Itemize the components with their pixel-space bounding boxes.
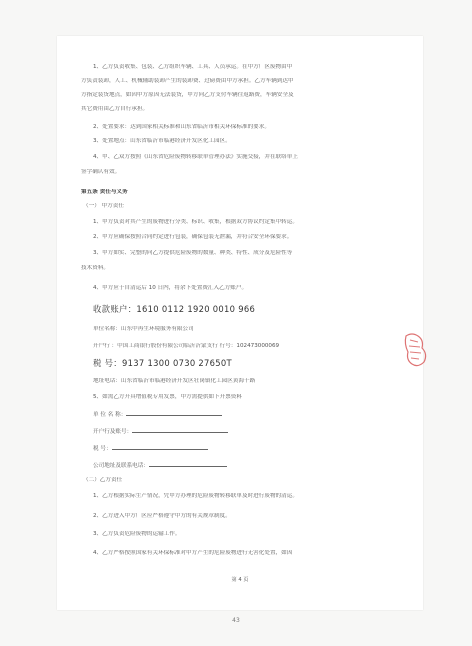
company-name: 单位名称：山东中再生环境服务有限公司: [93, 326, 194, 332]
subsection-heading: （二）乙方责任: [83, 477, 123, 483]
page-footer-number: 43: [232, 617, 240, 624]
text-line: 1、乙方根据实际生产情况，凭甲方办理的危险废物转移联单及时进行废物的清运。: [93, 493, 298, 499]
field-label: 开户行及账号：: [93, 429, 133, 435]
text-line: 2、处置要求：达到国家相关标准和山东省临沂市相关环保标准的要求。: [93, 124, 270, 130]
text-line: 5、如需乙方开具增值税专用发票，甲方需提供如下开票资料: [93, 394, 242, 400]
invoice-tax-field: [93, 444, 459, 451]
text-line: 其它费用由乙方自行承担。: [81, 106, 149, 112]
page-label: 第 4 页: [231, 577, 249, 583]
text-line: 3、甲方如实、完整的向乙方提供危险废物的数量、种类、特性、成分及危险性等: [93, 250, 293, 256]
field-label: 税 号：: [93, 446, 112, 452]
field-label: 公司地址及联系电话：: [93, 463, 149, 469]
subsection-heading: （一） 甲方责任: [83, 203, 124, 209]
invoice-bank-field: [93, 427, 459, 434]
text-line: 1、甲方负责对其产生的废物进行分类、标识、收集，根据双方协议约定集中转运。: [93, 219, 298, 225]
text-line: 方指定装货地点，如因甲方原因无法装货，甲方向乙方支付车辆往返路费，车辆安全及: [81, 92, 294, 98]
field-label: 单 位 名 称：: [93, 412, 127, 418]
text-line: 4、乙方严格按照国家有关环保标准对甲方产生的危险废物进行无害化处置，如因: [93, 550, 293, 556]
section-heading: 第五条 责任与义务: [81, 189, 128, 195]
contract-page: [57, 36, 423, 610]
address-phone: 地址电话：山东省临沂市临港经济开发区壮岗镇化工园区黄海十路: [93, 378, 256, 384]
text-line: 技术资料。: [81, 265, 109, 271]
text-line: 2、乙方进入甲方厂区应严格遵守甲方的有关规章制度。: [93, 513, 231, 519]
account-number: 收款账户：1610 0112 1920 0010 966: [93, 304, 256, 314]
invoice-company-field: [93, 410, 459, 417]
tax-number: 税 号：9137 1300 0730 27650T: [93, 358, 232, 368]
text-line: 4、甲、乙双方按照《山东省危险废物转移联单管理办法》实施交接，并在联络单上: [93, 154, 298, 160]
text-line: 1、乙方负责收集、包装、乙方组织车辆、工具、人员承运。在甲方厂区废物由甲: [93, 64, 293, 70]
text-line: 3、乙方负责危险废物的运输工作。: [93, 531, 181, 537]
invoice-address-field: [93, 461, 459, 468]
seal-stamp: [402, 330, 432, 370]
text-line: 2、甲方应确保按照合同约定进行包装，确保包装无泄漏，并符合安全环保要求。: [93, 234, 293, 240]
bank-info: 开户行 ：中国工商银行股份有限公司临沂沂蒙支行 行号：102473000069: [93, 343, 280, 349]
text-line: 4、甲方应于自清运后 10 日内，将余下处置费汇入乙方账户。: [93, 285, 248, 291]
seal-graphic: [402, 330, 432, 370]
text-line: 3、处置地点：山东省临沂市临港经济开发区化工园区。: [93, 138, 231, 144]
text-line: 方负责装卸，人工、机械辅助装卸产生的装卸费、过磅费由甲方承担。乙方车辆到达甲: [81, 78, 294, 84]
text-line: 签字确认有效。: [81, 169, 121, 175]
